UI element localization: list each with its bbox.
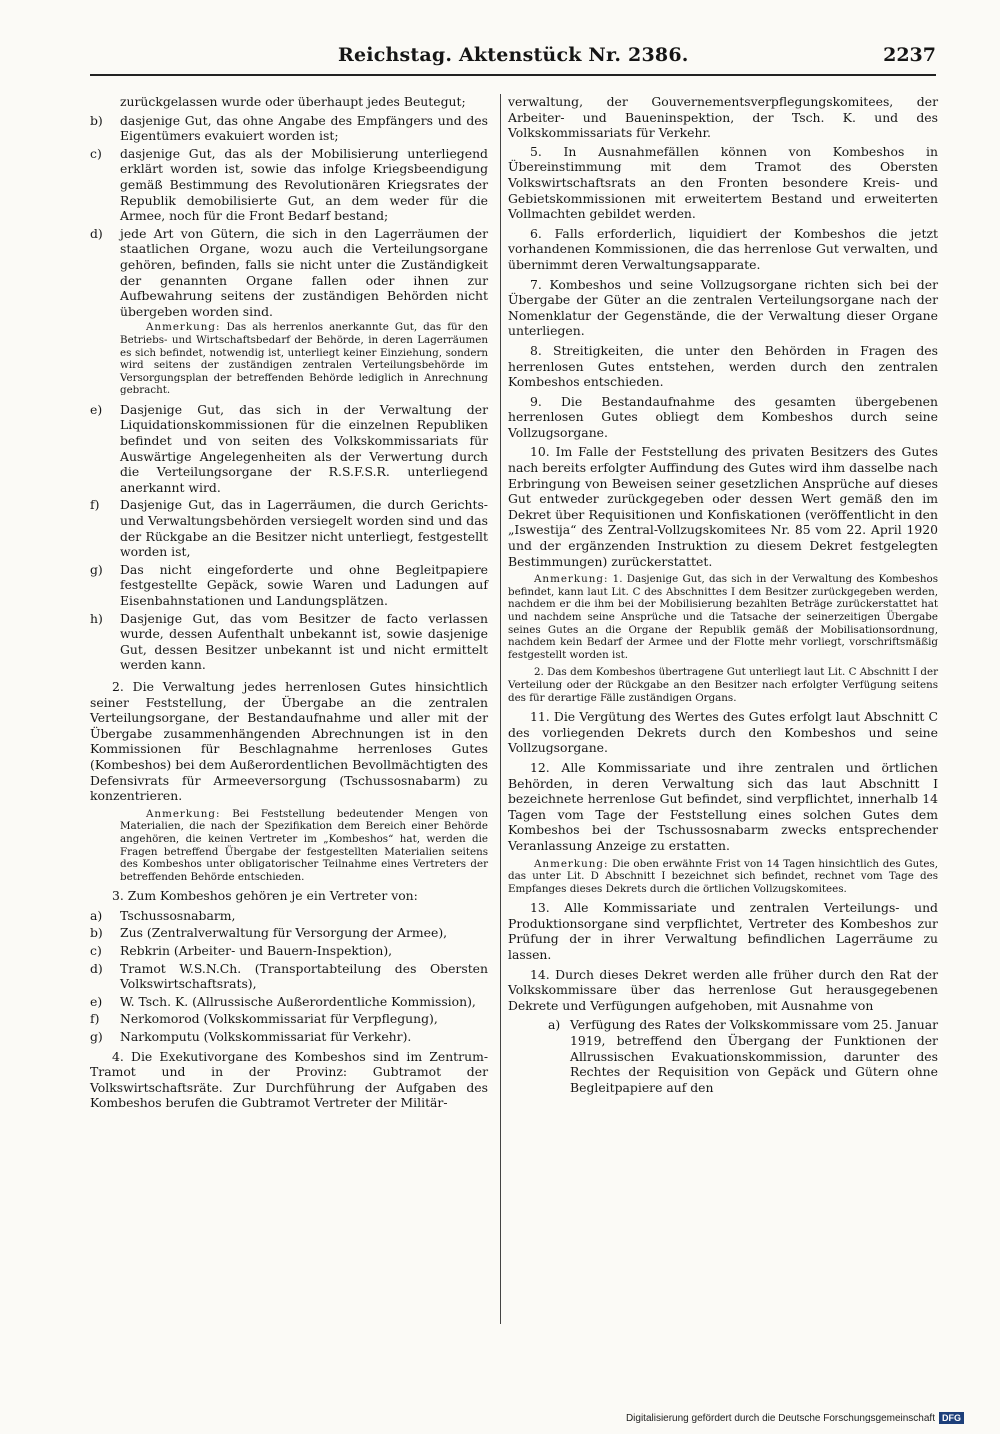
paragraph-9: 9. Die Bestandaufnahme des gesamten übergebenen herrenlosen Gutes obliegt dem Kombeshos durch seine Vollzugsorgane. [508,393,938,440]
paragraph-4: 4. Die Exekutivorgane des Kombeshos sind im Zentrum-Tramot und in der Provinz: Gubtramot der Volkswirtschaftsräte. Zur Durchführung der Aufgaben des Kombeshos berufen die Gubtramot Vertreter der Militär- [90,1048,488,1111]
list-item-h: h) Dasjenige Gut, das vom Besitzer de facto verlassen wurde, dessen Aufenthalt unbekannt ist, sowie dasjenige Gut, dessen Besitzer unbekannt ist und nicht ermittelt werden kann. [90,610,488,673]
list-item-d: d) jede Art von Gütern, die sich in den Lagerräumen der staatlichen Organe, wozu auch die Verteilungsorgane gehören, befinden, falls sie nicht unter die Zuständigkeit der genannten Organe fallen oder ihnen zur Aufbewahrung seitens der zuständigen Behörden nicht übergeben worden sind. [90,225,488,319]
paragraph-10: 10. Im Falle der Feststellung des privaten Besitzers des Gutes nach bereits erfolgter Auffindung des Gutes wird ihm dasselbe nach Erbringung von Beweisen seiner gesetzlichen Ansprüche auf dieses Gut entweder zurückgegeben oder dessen Wert gemäß den im Dekret über Requisitionen und Konfiskationen (veröffentlicht in den „Iswestija“ des Zentral-Vollzugskomitees Nr. 85 vom 22. April 1920 und der ergänzenden Instruktion zu diesem Dekret festgelegten Bestimmungen) zurückerstattet. [508,444,938,569]
member-item-c: c) Rebkrin (Arbeiter- und Bauern-Inspektion), [90,943,393,959]
exception-item-a: a) Verfügung des Rates der Volkskommissare vom 25. Januar 1919, betreffend den Übergang der Funktionen der Allrussischen Evakuationskommission, darunter des Rechtes der Requisition von Gepäck und Gütern ohne Begleitpapiere auf den [548,1017,938,1095]
dfg-logo: DFG [939,1412,964,1424]
note-d: Anmerkung: Das als herrenlos anerkannte Gut, das für den Betriebs- und Wirtschaftsbedarf der Behörde, in deren Lagerräumen es sich befindet, notwendig ist, unterliegt keiner Einziehung, sondern wird seitens der zuständigen zentralen Verteilungsbehörde im Versorgungsplan der betreffenden Behörde lediglich in Anrechnung gebracht. [120,321,488,397]
running-title: Reichstag. Aktenstück Nr. 2386. [338,44,689,66]
member-item-f: f) Nerkomorod (Volkskommissariat für Verpflegung), [90,1011,438,1027]
paragraph-8: 8. Streitigkeiten, die unter den Behörden in Fragen des herrenlosen Gutes entstehen, werden durch den zentralen Kombeshos entschieden. [508,342,938,390]
member-item-b: b) Zus (Zentralverwaltung für Versorgung der Armee), [90,925,448,941]
member-item-d: d) Tramot W.S.N.Ch. (Transportabteilung des Obersten Volkswirtschaftsrats), [90,960,488,992]
list-item-f: f) Dasjenige Gut, das in Lagerräumen, die durch Gerichts- und Verwaltungsbehörden versiegelt worden sind und das der Rückgabe an die Besitzer nicht unterliegt, festgestellt worden ist, [90,497,488,560]
digitization-credit [626,1412,964,1424]
paragraph-3: 3. Zum Kombeshos gehören je ein Vertreter von: [112,888,418,904]
paragraph-4-continuation: verwaltung, der Gouvernementsverpflegungskomitees, der Arbeiter- und Baueninspektion, der Tsch. K. und des Volkskommissariats für Verkehr. [508,94,938,141]
right-column [508,94,938,1095]
page-number: 2237 [883,44,936,66]
paragraph-12: 12. Alle Kommissariate und ihre zentralen und örtlichen Behörden, in deren Verwaltung sich das laut Abschnitt I bezeichnete herrenlose Gut befindet, sind verpflichtet, innerhalb 14 Tagen vom Tage der Feststellung eines solchen Gutes dem Kombeshos bei der Tschussosnabarm zwecks entsprechender Veranlassung Anzeige zu erstatten. [508,759,938,853]
note-2: Anmerkung: Bei Feststellung bedeutender Mengen von Materialien, die nach der Spezifikation dem Bereich einer Behörde angehören, die keinen Vertreter im „Kombeshos“ hat, werden die Fragen betreffend Übergabe der festgestellten Materialien seitens des Kombeshos unter obligatorischer Teilnahme eines Vertreters der betreffenden Behörde entschieden. [120,807,488,883]
paragraph-13: 13. Alle Kommissariate und zentralen Verteilungs- und Produktionsorgane sind verpflichtet, Vertreter des Kombeshos zur Prüfung der in ihrer Verwaltung befindlichen Lagerräume zu lassen. [508,900,938,963]
column-divider [500,94,501,1324]
header-rule [90,74,936,76]
member-item-e: e) W. Tsch. K. (Allrussische Außerordentliche Kommission), [90,993,476,1009]
paragraph-2: 2. Die Verwaltung jedes herrenlosen Gutes hinsichtlich seiner Feststellung, der Übergabe an die zentralen Verteilungsorgane, der Bestandaufnahme und aller mit der Übergabe zusammenhängenden Abrechnungen ist in den Kommissionen für Beschlagnahme herrenloses Gutes (Kombeshos) bei dem Außerordentlichen Bevollmächtigten des Defensivrats für Armeeversorgung (Tschussosnabarm) zu konzentrieren. [90,678,488,804]
note-10-1: Anmerkung: 1. Dasjenige Gut, das sich in der Verwaltung des Kombeshos befindet, kann laut Lit. C des Abschnittes I dem Besitzer zurückgegeben werden, nachdem er die ihm bei der Mobilisierung bezahlten Beträge zurückerstattet hat und nachdem seine Ansprüche und die Tatsache der seinerzeitigen Übergabe seines Gutes an die Organe der Republik gemäß der Mobilisationsordnung, nachdem kein Bedarf der Armee und der Flotte mehr vorliegt, vorschriftsmäßig festgestellt worden ist. [508,573,939,661]
note-10-2: 2. Das dem Kombeshos übertragene Gut unterliegt laut Lit. C Abschnitt I der Verteilung oder der Rückgabe an den Besitzer nach erfolgter Verfügung seitens des für derartige Fälle zuständigen Organs. [508,666,938,704]
list-item-b: b) dasjenige Gut, das ohne Angabe des Empfängers und des Eigentümers evakuiert worden ist; [90,112,488,144]
paragraph-7: 7. Kombeshos und seine Vollzugsorgane richten sich bei der Übergabe der Güter an die zentralen Verteilungsorgane nach der Nomenklatur der Gegenstände, die der Verwaltung dieser Organe unterliegen. [508,276,938,339]
member-item-g: g) Narkomputu (Volkskommissariat für Verkehr). [90,1029,412,1045]
paragraph-6: 6. Falls erforderlich, liquidiert der Kombeshos die jetzt vorhandenen Kommissionen, die das herrenlose Gut verwalten, und übernimmt deren Verwaltungsapparate. [508,225,938,272]
note-12: Anmerkung: Die oben erwähnte Frist von 14 Tagen hinsichtlich des Gutes, das unter Lit. D Abschnitt I bezeichnet sich befindet, rechnet vom Tage des Empfanges dieses Dekrets durch die örtlichen Vollzugskomitees. [508,857,939,895]
paragraph-5: 5. In Ausnahmefällen können von Kombeshos in Übereinstimmung mit dem Tramot des Obersten Volkswirtschaftsrats an den Fronten besondere Kreis- und Gebietskommissionen mit erweitertem Bestand und erweiterten Vollmachten gebildet werden. [508,143,938,222]
list-item-a-continuation: zurückgelassen wurde oder überhaupt jedes Beutegut; [120,94,466,109]
list-item-c: c) dasjenige Gut, das als der Mobilisierung unterliegend erklärt worden ist, sowie das infolge Kriegsbeendigung gemäß Bestimmung des Revolutionären Kriegsrates der Republik demobilisierte Gut, an dem weder für die Armee, noch für die Front Bedarf bestand; [90,145,488,224]
credit-text: Digitalisierung gefördert durch die Deutsche Forschungsgemeinschaft [625,1412,935,1424]
paragraph-14: 14. Durch dieses Dekret werden alle früher durch den Rat der Volkskommissare über das herrenlose Gut herausgegebenen Dekrete und Verfügungen aufgehoben, mit Ausnahme von [508,966,938,1013]
list-item-g: g) Das nicht eingeforderte und ohne Begleitpapiere festgestellte Gepäck, sowie Waren und Ladungen auf Eisenbahnstationen und Landungsplätzen. [90,561,488,608]
member-item-a: a) Tschussosnabarm, [90,907,236,923]
paragraph-11: 11. Die Vergütung des Wertes des Gutes erfolgt laut Abschnitt C des vorliegenden Dekrets durch den Kombeshos und seine Vollzugsorgane. [508,709,938,756]
left-column [90,94,488,1115]
list-item-e: e) Dasjenige Gut, das sich in der Verwaltung der Liquidationskommissionen für die einzelnen Republiken befindet und von seiten des Volkskommissariats für Auswärtige Angelegenheiten als der Verwertung durch die Verteilungsorgane der R.S.F.S.R. unterliegend anerkannt wird. [90,401,488,495]
page-header [90,44,936,78]
